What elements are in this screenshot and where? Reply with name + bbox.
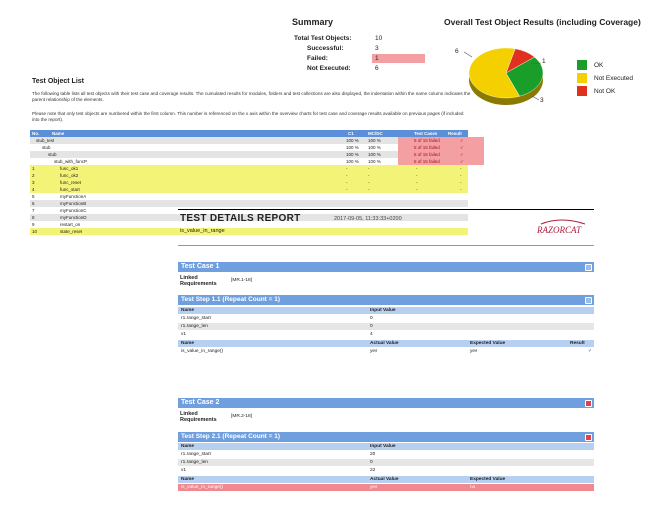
row-number: 2 [32, 173, 35, 178]
object-row [30, 186, 468, 193]
output-actual: yes [370, 485, 378, 490]
object-row [30, 200, 468, 207]
summary-label-total: Total Test Objects: [294, 35, 352, 42]
inputs-header-1 [178, 307, 594, 314]
test-object-list-title: Test Object List [32, 78, 84, 85]
input-name: v1 [181, 332, 187, 337]
object-row [30, 158, 468, 165]
input-value: 20 [370, 452, 376, 457]
linked-requirements-label-1: Linked Requirements [180, 275, 217, 287]
linked-requirements-label-2: Linked Requirements [180, 411, 217, 423]
test-case-2-bar [178, 398, 594, 408]
row-number: 7 [32, 208, 35, 213]
row-number: 10 [32, 229, 38, 234]
row-name: func_start [60, 187, 80, 192]
input-row [178, 451, 594, 458]
output-expected: yes [470, 349, 478, 354]
summary-value-failed: 1 [375, 55, 379, 62]
input-name: r1.range_len [181, 324, 208, 329]
object-row [30, 165, 468, 172]
row-number: 5 [32, 194, 35, 199]
outputs-col-actual: Actual Value [370, 477, 399, 482]
output-name: is_value_in_range() [181, 349, 224, 354]
row-result: ✓ [460, 159, 464, 164]
outputs-col-result: Result [570, 341, 585, 346]
row-test-cases: 5 of 15 failed [398, 144, 484, 151]
object-row [30, 137, 468, 144]
input-value: 4 [370, 332, 373, 337]
output-name: is_value_in_range() [181, 485, 224, 490]
status-ok-icon [585, 264, 592, 271]
row-number: 8 [32, 215, 35, 220]
input-row [178, 467, 594, 474]
output-row-1 [178, 348, 594, 355]
report-subtitle: is_value_in_range [180, 228, 225, 234]
row-name: myFunctionB [60, 201, 87, 206]
pie-callout-ok: 3 [540, 97, 544, 104]
inputs-col-name: Name [181, 308, 195, 313]
row-result: - [460, 187, 462, 192]
outputs-header-2 [178, 476, 594, 483]
row-mcdc: - [368, 173, 370, 178]
report-bottom-rule [178, 245, 594, 246]
outputs-col-expected: Expected Value [470, 477, 506, 482]
test-case-2-title: Test Case 2 [181, 399, 220, 406]
inputs-col-input-value: Input Value [370, 308, 396, 313]
svg-text:RAZORCAT: RAZORCAT [537, 225, 582, 235]
row-name: stub_test [36, 138, 55, 143]
inputs-header-2 [178, 443, 594, 450]
row-number: 3 [32, 180, 35, 185]
status-failed-icon [585, 434, 592, 441]
output-actual: yes [370, 349, 378, 354]
row-name: stub_with_funcP [54, 159, 88, 164]
col-name: Name [52, 131, 65, 136]
object-row [30, 228, 468, 235]
row-number: 1 [32, 166, 35, 171]
row-c1: - [346, 187, 348, 192]
input-name: r1.range_len [181, 460, 208, 465]
legend-label-not-executed: Not Executed [594, 75, 634, 82]
row-name: func_ok1 [60, 166, 79, 171]
legend-swatch-not-ok [577, 86, 587, 96]
col-no: No. [32, 131, 40, 136]
linked-requirements-value-1: [MR.1-18] [231, 278, 253, 283]
test-case-1-title: Test Case 1 [181, 263, 220, 270]
legend-label-not-ok: Not OK [594, 88, 616, 95]
row-c1: 100 % [346, 145, 359, 150]
row-name: myFunctionC [60, 208, 87, 213]
summary-value-total: 10 [375, 35, 383, 42]
row-test-cases: - [416, 187, 418, 192]
linked-requirements-value-2: [MR.2-18] [231, 414, 253, 419]
row-mcdc: - [368, 180, 370, 185]
row-number: 9 [32, 222, 35, 227]
outputs-col-name: Name [181, 341, 195, 346]
row-test-cases: 5 of 15 failed [398, 158, 484, 165]
row-test-cases: - [416, 166, 418, 171]
report-date: 2017-09-05, 11:33:33+0200 [334, 216, 402, 222]
checkmark-icon: ✓ [588, 349, 593, 354]
razorcat-logo [533, 218, 588, 238]
row-c1: - [346, 180, 348, 185]
object-table-header [30, 130, 468, 137]
row-name: myFunctionA [60, 194, 87, 199]
row-number: 4 [32, 187, 35, 192]
summary-label-not-executed: Not Executed: [307, 65, 351, 72]
summary-label-failed: Failed: [307, 55, 328, 62]
summary-value-not-executed: 6 [375, 65, 379, 72]
row-c1: - [346, 166, 348, 171]
object-row [30, 172, 468, 179]
object-row [30, 151, 468, 158]
row-result: - [460, 180, 462, 185]
input-name: r1.range_start [181, 452, 211, 457]
row-name: state_reset [60, 229, 83, 234]
input-row [178, 323, 594, 330]
input-value: 22 [370, 468, 376, 473]
input-name: v1 [181, 468, 187, 473]
row-c1: 100 % [346, 138, 359, 143]
test-step-2-1-bar [178, 432, 594, 442]
row-mcdc: 100 % [368, 138, 381, 143]
col-c1: C1 [348, 131, 354, 136]
report-top-rule [178, 209, 594, 210]
status-ok-icon [585, 297, 592, 304]
pie-chart-title: Overall Test Object Results (including Coverage) [444, 17, 641, 27]
row-mcdc: 100 % [368, 145, 381, 150]
row-mcdc: 100 % [368, 159, 381, 164]
row-name: myFunctionD [60, 215, 87, 220]
row-name: func_reset [60, 180, 82, 185]
pie-callout-not-ok: 1 [542, 58, 546, 65]
row-c1: 100 % [346, 159, 359, 164]
test-step-1-1-title: Test Step 1.1 (Repeat Count = 1) [181, 296, 281, 303]
list-description: The following table lists all test objects with their test case and coverage results. The cumulated results for modules, folders and test collections are also displayed, the indentation within the name column indicates the parent relationship of the elements. [32, 91, 471, 102]
inputs-col-input-value: Input Value [370, 444, 396, 449]
input-value: 0 [370, 460, 373, 465]
summary-label-successful: Successful: [307, 45, 344, 52]
test-step-2-1-title: Test Step 2.1 (Repeat Count = 1) [181, 433, 281, 440]
input-row [178, 459, 594, 466]
row-c1: 100 % [346, 152, 359, 157]
row-mcdc: 100 % [368, 152, 381, 157]
input-value: 0 [370, 324, 373, 329]
row-mcdc: - [368, 187, 370, 192]
callout-line-not-executed [464, 52, 472, 57]
failed-highlight [372, 54, 425, 63]
input-row [178, 315, 594, 322]
object-row [30, 144, 468, 151]
list-note: Please note that only test objects are numbered within the first column. This number is referenced on the x axis within the overview charts for test case and coverage results available on previous pages (if included into the report). [32, 111, 464, 122]
row-test-cases: 5 of 15 failed [398, 137, 484, 144]
input-value: 0 [370, 316, 373, 321]
summary-value-successful: 3 [375, 45, 379, 52]
row-result: ✓ [460, 152, 464, 157]
report-title: TEST DETAILS REPORT [180, 213, 301, 224]
col-mcdc: MC/DC [368, 131, 383, 136]
col-result: Result [448, 131, 462, 136]
test-step-1-1-bar [178, 295, 594, 305]
input-name: r1.range_start [181, 316, 211, 321]
row-result: ✓ [460, 145, 464, 150]
outputs-header-1 [178, 340, 594, 347]
row-c1: - [346, 173, 348, 178]
row-test-cases: - [416, 173, 418, 178]
row-name: func_ok2 [60, 173, 79, 178]
row-name: stub [42, 145, 51, 150]
object-row [30, 193, 468, 200]
test-case-1-bar [178, 262, 594, 272]
row-number: 6 [32, 201, 35, 206]
callout-line-ok [532, 96, 539, 100]
row-result: - [460, 173, 462, 178]
outputs-col-expected: Expected Value [470, 341, 506, 346]
outputs-col-name: Name [181, 477, 195, 482]
row-test-cases: 5 of 15 failed [398, 151, 484, 158]
row-result: ✓ [460, 138, 464, 143]
object-row [30, 179, 468, 186]
legend-swatch-ok [577, 60, 587, 70]
pie-callout-not-executed: 6 [455, 48, 459, 55]
row-mcdc: - [368, 166, 370, 171]
row-result: - [460, 166, 462, 171]
outputs-col-actual: Actual Value [370, 341, 399, 346]
row-test-cases: - [416, 180, 418, 185]
inputs-col-name: Name [181, 444, 195, 449]
status-failed-icon [585, 400, 592, 407]
summary-title: Summary [292, 17, 334, 27]
row-name: restart_on [60, 222, 81, 227]
legend-label-ok: OK [594, 62, 604, 69]
output-expected: no [470, 485, 476, 490]
input-row [178, 331, 594, 338]
legend-swatch-not-executed [577, 73, 587, 83]
col-test-cases: Test Cases [414, 131, 438, 136]
output-row-failed [178, 484, 594, 491]
row-name: stub [48, 152, 57, 157]
